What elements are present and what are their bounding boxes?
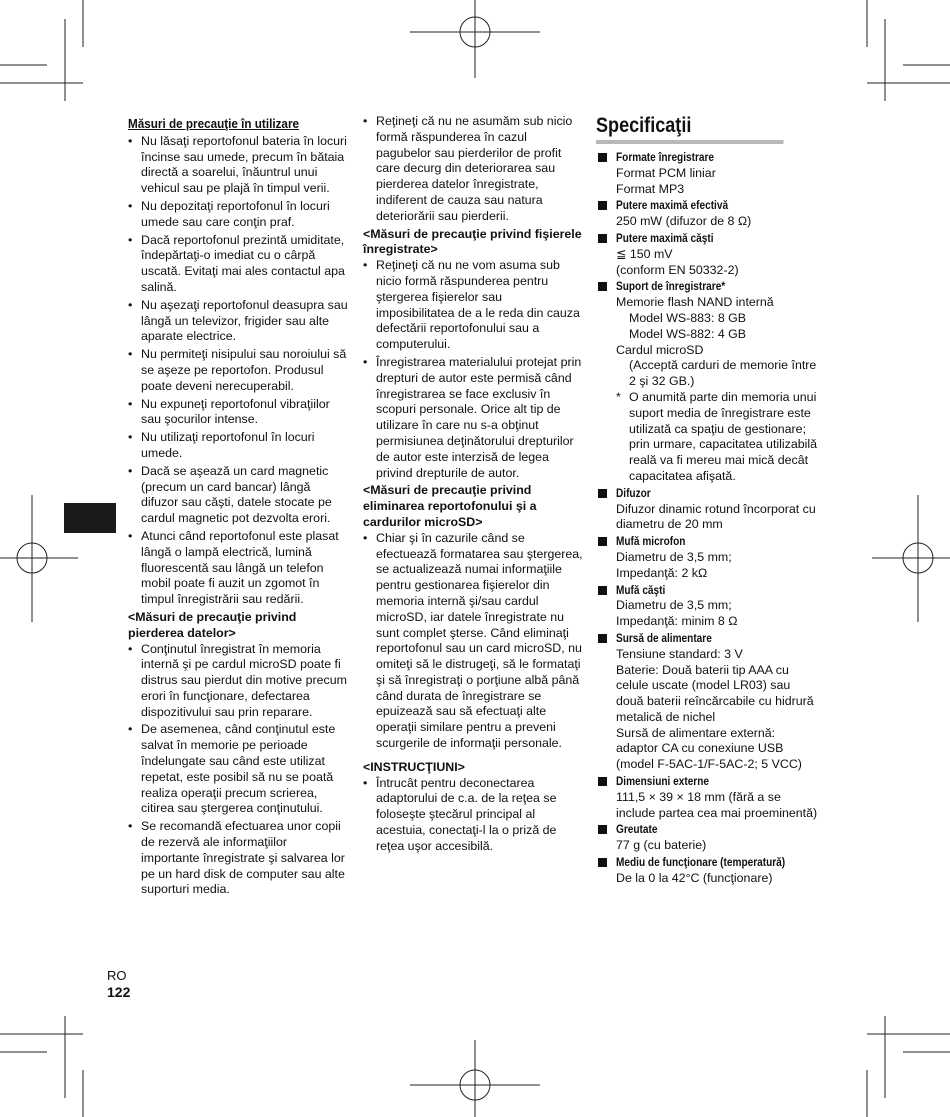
list-item: • Nu permiteţi nisipului sau noroiului să se aşeze pe reportofon. Produsul poate deveni nerecuperabil. xyxy=(128,347,348,394)
spec-value: Diametru de 3,5 mm; xyxy=(616,598,732,613)
spec-label: Putere maximă efectivă xyxy=(616,198,729,213)
spec-label: Suport de înregistrare* xyxy=(616,279,726,294)
spec-label: Mufă microfon xyxy=(616,534,686,549)
list-item: • Nu lăsaţi reportofonul bateria în locuri încinse sau umede, precum în bătaia directă a soarelui, înăuntrul unui vehicul sau pe plajă în timpul verii. xyxy=(128,134,348,197)
list-item: • Reţineţi că nu ne asumăm sub nicio formă răspunderea în cazul pagubelor sau pierderilor de profit care decurg din deteriorarea sau pierderea datelor înregistrate, indiferent de cauza sau natura deteriorării sau pierderii. xyxy=(363,114,583,225)
square-bullet-icon xyxy=(598,489,607,498)
language-code: RO xyxy=(107,968,127,983)
section-title: Măsuri de precauţie în utilizare xyxy=(128,116,299,131)
asterisk: * xyxy=(616,389,621,404)
spec-label: Formate înregistrare xyxy=(616,150,715,164)
spec-label: Difuzor xyxy=(616,485,651,500)
column-middle xyxy=(363,114,583,857)
spec-label: Mediu de funcţionare (temperatură) xyxy=(616,855,786,870)
spec-label: Mufă căşti xyxy=(616,582,666,597)
spec-label: Putere maximă căşti xyxy=(616,230,714,245)
square-bullet-icon xyxy=(598,634,607,643)
square-bullet-icon xyxy=(598,201,607,210)
bullet-list xyxy=(128,642,348,899)
list-item: • Se recomandă efectuarea unor copii de rezervă ale informaţiilor importante înregistrate şi salvarea lor pe un hard disk de computer sau alte suporturi media. xyxy=(128,819,348,898)
spec-value: Difuzor dinamic rotund încorporat cu diametru de 20 mm xyxy=(616,501,816,532)
square-bullet-icon xyxy=(598,234,607,243)
spec-value: 250 mW (difuzor de 8 Ω) xyxy=(616,214,752,229)
list-item: • Nu expuneţi reportofonul vibraţiilor sau şocurilor intense. xyxy=(128,397,348,429)
subheading: <Măsuri de precauţie privind fişierele înregistrate> xyxy=(363,226,582,257)
spec-item xyxy=(596,231,818,278)
spec-value: Tensiune standard: 3 V xyxy=(616,646,743,661)
list-item: • Conţinutul înregistrat în memoria internă şi pe cardul microSD poate fi distrus sau pierdut din motive precum erori în funcţionare, defectarea dispozitivului sau prin reparare. xyxy=(128,642,348,721)
section-tab xyxy=(64,503,116,533)
spec-value: Impedanţă: minim 8 Ω xyxy=(616,614,738,629)
square-bullet-icon xyxy=(598,825,607,834)
column-left xyxy=(128,116,348,900)
list-item: • Înregistrarea materialului protejat prin drepturi de autor este permisă când înregistrarea se face exclusiv în scopuri personale. Orice alt tip de utilizare în care nu s-a obţinut permisiunea deţinătorului drepturilor de autor este interzisă de legea privind drepturile de autor. xyxy=(363,355,583,481)
list-item: • De asemenea, când conţinutul este salvat în memorie pe perioade îndelungate sau când este utilizat repetat, este posibil să nu se poată realiza operaţii precum scrierea, citirea sau ştergerea conţinutului. xyxy=(128,722,348,817)
spec-value: Format MP3 xyxy=(616,181,685,196)
spec-label: Dimensiuni externe xyxy=(616,774,709,789)
spec-value: Sursă de alimentare externă: adaptor CA cu conexiune USB (model F-5AC-1/F-5AC-2; 5 VCC) xyxy=(616,725,802,772)
spec-value: Memorie flash NAND internă xyxy=(616,295,774,310)
spec-value: Diametru de 3,5 mm; xyxy=(616,549,732,564)
list-item: • Reţineţi că nu ne vom asuma sub nicio formă răspunderea pentru ştergerea fişierelor sau imposibilitatea de a le reda din cauza defectării reportofonului sau a computerului. xyxy=(363,258,583,353)
spec-value: Model WS-882: 4 GB xyxy=(629,326,747,341)
spec-value: ≦ 150 mV xyxy=(616,246,673,261)
square-bullet-icon xyxy=(598,153,607,162)
bullet-list xyxy=(363,114,583,225)
subheading: <Măsuri de precauţie privind eliminarea reportofonului şi a cardurilor microSD> xyxy=(363,483,537,529)
list-item: • Dacă se aşează un card magnetic (precum un card bancar) lângă difuzor sau căşti, datele stocate pe cardul magnetic pot dezvolta erori. xyxy=(128,464,348,527)
spec-value: (Acceptă carduri de memorie între 2 şi 32 GB.) xyxy=(629,358,817,389)
spec-item xyxy=(596,279,818,484)
spec-value: Impedanţă: 2 kΩ xyxy=(616,565,708,580)
column-right xyxy=(596,114,818,888)
spec-value: (conform EN 50332-2) xyxy=(616,262,739,277)
list-item: • Chiar şi în cazurile când se efectuează formatarea sau ştergerea, se actualizează numai informaţiile pentru gestionarea fişierelor din memoria internă şi/sau cardul microSD, iar datele înregistrate nu sunt complet şterse. Când eliminaţi reportofonul sau un card microSD, nu omiteţi să le distrugeţi, să le formataţi şi să înregistraţi o porţiune albă până când durata de înregistrare se epuizează sau să efectuaţi alte operaţii similare pentru a preveni scurgerile de informaţii personale. xyxy=(363,531,583,752)
square-bullet-icon xyxy=(598,858,607,867)
spec-value: De la 0 la 42°C (funcţionare) xyxy=(616,870,773,885)
footnote-text: O anumită parte din memoria unui suport media de înregistrare este utilizată ca spaţiu de gestionare; prin urmare, capacitatea utilizabilă reală va fi mereu mai mică decât capacitatea afişată. xyxy=(629,389,818,483)
page-number xyxy=(107,967,130,1001)
spec-item xyxy=(596,855,818,887)
spec-value: 111,5 × 39 × 18 mm (fără a se include partea cea mai proeminentă) xyxy=(616,789,818,820)
spec-item xyxy=(596,198,818,230)
subheading: <Măsuri de precauţie privind pierderea datelor> xyxy=(128,609,297,640)
list-item: • Atunci când reportofonul este plasat lângă o lampă electrică, lumină fluorescentă sau lângă un telefon mobil poate fi auzit un zgomot în timpul înregistrării sau redării. xyxy=(128,529,348,608)
spec-value: Cardul microSD xyxy=(616,342,704,357)
footnote xyxy=(616,390,818,485)
list-item: • Nu depozitaţi reportofonul în locuri umede sau care conţin praf. xyxy=(128,199,348,231)
square-bullet-icon xyxy=(598,282,607,291)
square-bullet-icon xyxy=(598,586,607,595)
list-item: • Dacă reportofonul prezintă umiditate, îndepărtaţi-o imediat cu o cârpă uscată. Evitaţi mai ales contactul apa salină. xyxy=(128,233,348,296)
square-bullet-icon xyxy=(598,537,607,546)
bullet-list xyxy=(128,134,348,608)
spec-label: Sursă de alimentare xyxy=(616,630,712,645)
spec-item xyxy=(596,583,818,630)
bullet-list xyxy=(363,531,583,752)
spec-item xyxy=(596,486,818,533)
bullet-list xyxy=(363,776,583,855)
subheading: <INSTRUCŢIUNI> xyxy=(363,759,465,774)
square-bullet-icon xyxy=(598,777,607,786)
spec-value: Model WS-883: 8 GB xyxy=(629,310,747,325)
spec-title: Specificaţii xyxy=(596,114,783,144)
spec-item xyxy=(596,534,818,581)
spec-item xyxy=(596,631,818,773)
spec-item xyxy=(596,774,818,821)
spec-value: Baterie: Două baterii tip AAA cu celule uscate (model LR03) sau două baterii reîncărcabile cu hidrură metalică de nichel xyxy=(616,662,814,724)
list-item: • Nu utilizaţi reportofonul în locuri umede. xyxy=(128,430,348,462)
list-item: • Nu aşezaţi reportofonul deasupra sau lângă un televizor, frigider sau alte aparate electrice. xyxy=(128,298,348,345)
spec-item xyxy=(596,150,818,197)
page-number-value: 122 xyxy=(107,984,131,1000)
list-item: • Întrucât pentru deconectarea adaptorului de c.a. de la reţea se foloseşte ştecărul principal al acestuia, conectaţi-l la o priză de reţea uşor accesibilă. xyxy=(363,776,583,855)
spec-item xyxy=(596,822,818,854)
spec-value: 77 g (cu baterie) xyxy=(616,838,707,853)
bullet-list xyxy=(363,258,583,481)
spec-label: Greutate xyxy=(616,822,658,837)
spec-value: Format PCM liniar xyxy=(616,165,716,180)
